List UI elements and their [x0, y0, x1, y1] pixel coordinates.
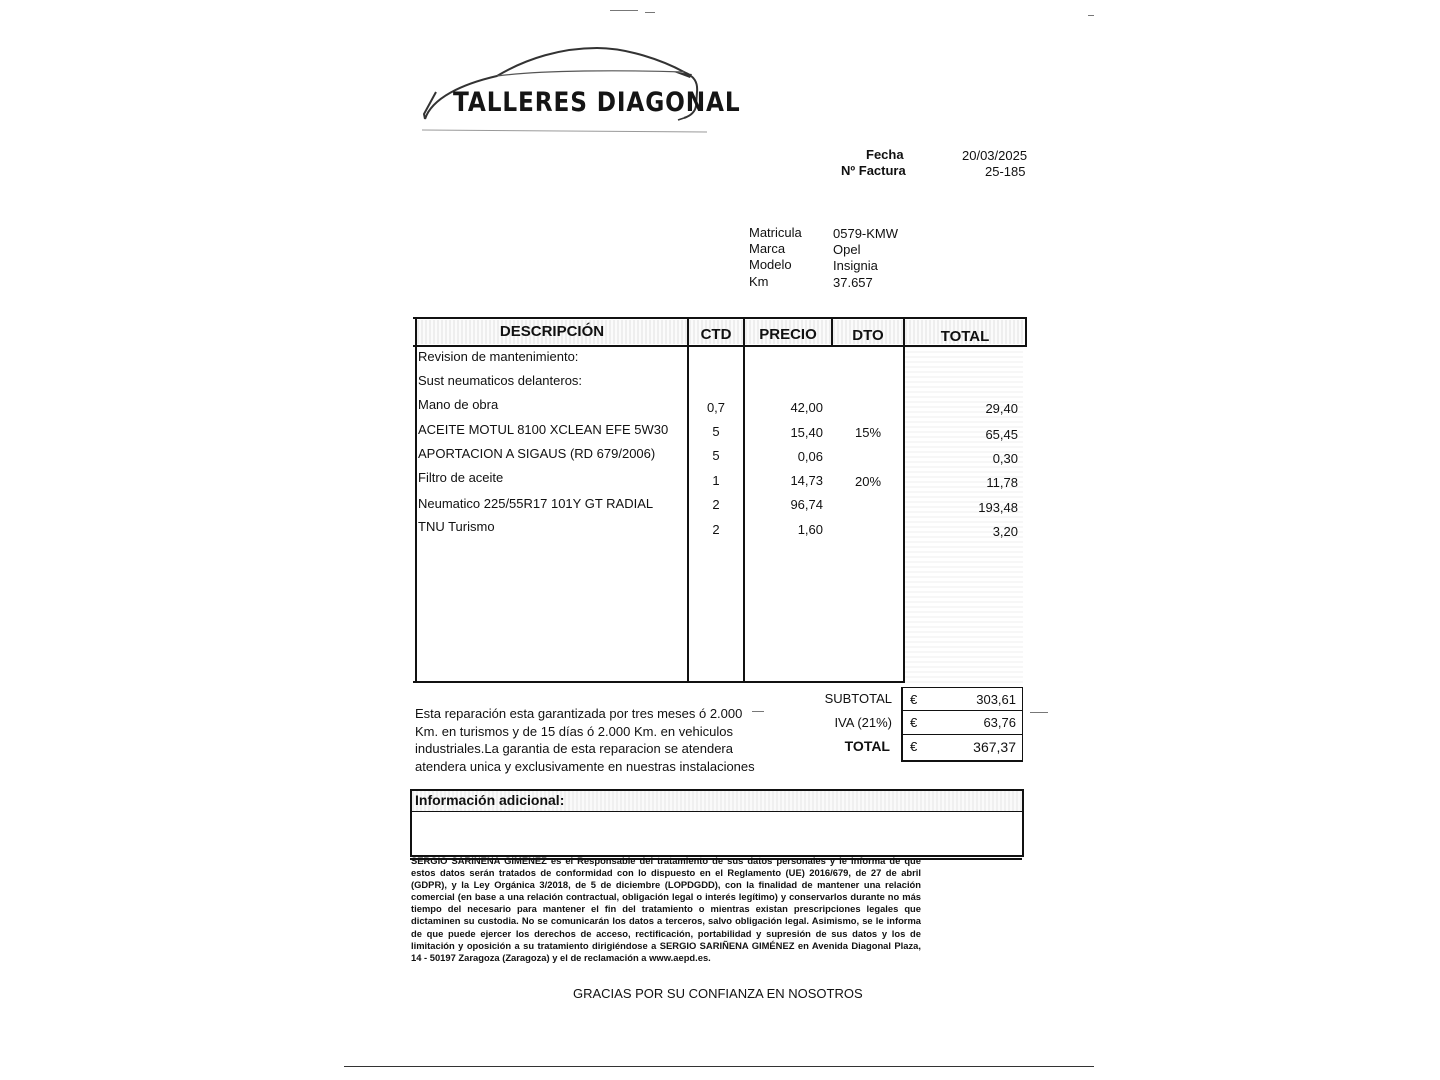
matricula-label: Matricula — [749, 225, 802, 240]
footer-line — [344, 1066, 1094, 1067]
iva-value: 63,76 — [983, 715, 1016, 730]
totals-divider — [903, 734, 1022, 735]
scan-speck — [1088, 15, 1094, 16]
thanks-message: GRACIAS POR SU CONFIANZA EN NOSOTROS — [573, 986, 863, 1001]
currency-symbol: € — [910, 715, 918, 730]
additional-info-header — [412, 791, 1022, 812]
iva-label: IVA (21%) — [834, 715, 892, 730]
fecha-label: Fecha — [866, 147, 904, 162]
matricula-value: 0579-KMW — [833, 226, 899, 241]
totals-box — [901, 687, 1023, 762]
table-border-left — [415, 317, 417, 683]
total-value: 367,37 — [973, 739, 1016, 755]
row-precio: 0,06 — [797, 449, 823, 464]
factura-value: 25-185 — [985, 164, 1026, 179]
scan-speck — [1030, 712, 1048, 713]
row-ctd: 2 — [712, 497, 720, 512]
row-ctd: 2 — [712, 522, 720, 537]
row-precio: 15,40 — [790, 425, 823, 440]
row-dto: 20% — [854, 474, 882, 489]
privacy-notice: SERGIO SARIÑENA GIMENEZ es el Responsable del tratamiento de sus datos personales y le informa de que estos datos serán tratados de conformidad con lo dispuesto en el Reglamento (UE) 2016/679, de 27 de abril (GDPR), y la Ley Orgánica 3/2018, de 5 de diciembre (LOPDGDD), con la finalidad de mantener una relación comercial (en base a una relación contractual, obligación legal o interés legítimo) y conservarlos durante no más tiempo del necesario para mantener el fin del tratamiento o mientras existan prescripciones legales que dictaminen su custodia. No se comunicarán los datos a terceros, salvo obligación legal. Asimismo, se le informa de que puede ejercer los derechos de acceso, rectificación, portabilidad y supresión de sus datos y los de limitación y oposición a su tratamiento dirigiéndose a SERGIO SARIÑENA GIMÉNEZ en Avenida Diagonal Plaza, 14 - 50197 Zaragoza (Zaragoza) y el de reclamación a www.aepd.es. — [411, 855, 921, 963]
warranty-line: Km. en turismos y de 15 días ó 2.000 Km. en vehiculos — [415, 723, 733, 739]
table-border-right — [1025, 317, 1027, 347]
table-border-bottom — [413, 681, 905, 683]
header-dto: DTO — [852, 327, 884, 344]
row-descripcion: Neumatico 225/55R17 101Y GT RADIAL — [418, 496, 654, 511]
warranty-line: Esta reparación esta garantizada por tres meses ó 2.000 — [415, 706, 743, 721]
modelo-value: Insignia — [833, 258, 878, 273]
factura-label: Nº Factura — [841, 163, 906, 178]
currency-symbol: € — [910, 739, 918, 754]
header-precio: PRECIO — [759, 326, 817, 343]
row-descripcion: Sust neumaticos delanteros: — [418, 373, 583, 388]
table-header-divider — [413, 345, 1027, 347]
fecha-value: 20/03/2025 — [962, 148, 1028, 163]
subtotal-value: 303,61 — [976, 692, 1016, 707]
company-logo — [422, 40, 741, 140]
row-ctd: 5 — [712, 424, 720, 439]
additional-info-box — [410, 789, 1024, 857]
row-total: 3,20 — [992, 524, 1018, 539]
row-descripcion: TNU Turismo — [418, 519, 495, 534]
row-descripcion: Filtro de aceite — [418, 470, 504, 485]
warranty-line: atendera unica y exclusivamente en nuestras instalaciones — [415, 758, 755, 774]
scan-speck — [610, 10, 638, 11]
row-ctd: 5 — [712, 448, 720, 463]
subtotal-label: SUBTOTAL — [824, 691, 892, 706]
row-total: 65,45 — [985, 427, 1018, 442]
scan-speck — [645, 12, 655, 13]
warranty-line: industriales.La garantia de esta reparacion se atendera — [415, 741, 733, 756]
row-descripcion: APORTACION A SIGAUS (RD 679/2006) — [418, 446, 656, 461]
additional-info-label: Información adicional: — [415, 792, 565, 808]
total-label: TOTAL — [844, 738, 890, 754]
row-total: 29,40 — [985, 401, 1018, 416]
row-descripcion: ACEITE MOTUL 8100 XCLEAN EFE 5W30 — [418, 422, 669, 437]
km-label: Km — [749, 274, 769, 289]
row-total: 11,78 — [986, 475, 1018, 490]
row-dto: 15% — [854, 425, 882, 440]
row-ctd: 1 — [712, 473, 720, 488]
header-descripcion: DESCRIPCIÓN — [499, 323, 605, 340]
logo-text: TALLERES DIAGONAL — [453, 87, 741, 118]
modelo-label: Modelo — [749, 257, 792, 272]
currency-symbol: € — [910, 692, 918, 707]
items-table — [413, 317, 1027, 683]
row-descripcion: Mano de obra — [418, 397, 499, 412]
row-precio: 96,74 — [790, 497, 823, 512]
row-precio: 1,60 — [797, 522, 823, 537]
row-precio: 14,73 — [790, 473, 823, 488]
marca-value: Opel — [833, 242, 861, 257]
row-precio: 42,00 — [790, 400, 823, 415]
marca-label: Marca — [749, 241, 786, 256]
header-ctd: CTD — [700, 326, 732, 343]
warranty-text — [415, 705, 755, 775]
table-border-top — [413, 317, 1027, 319]
header-total: TOTAL — [940, 328, 990, 345]
row-descripcion: Revision de mantenimiento: — [418, 349, 579, 364]
row-total: 0,30 — [992, 451, 1018, 466]
km-value: 37.657 — [833, 275, 873, 290]
totals-divider — [903, 710, 1022, 711]
row-total: 193,48 — [978, 500, 1018, 515]
row-ctd: 0,7 — [706, 400, 726, 415]
